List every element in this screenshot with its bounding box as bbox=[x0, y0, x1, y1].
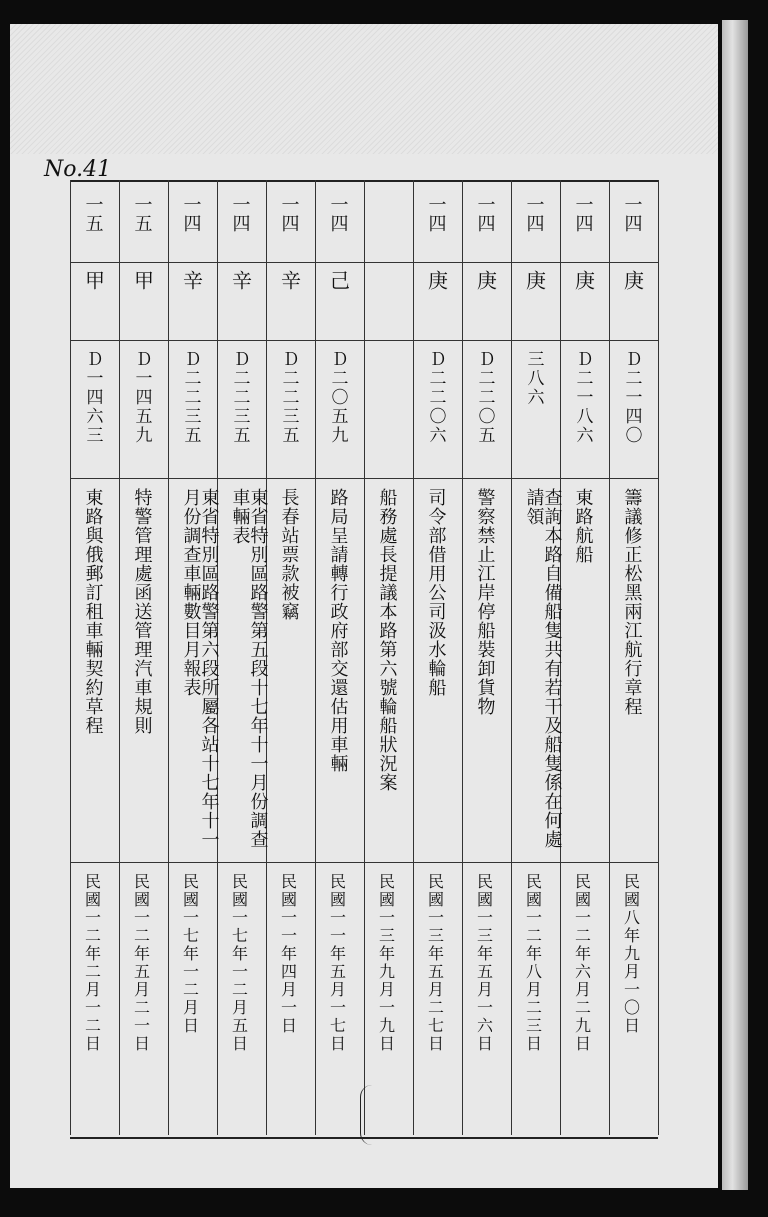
column-divider bbox=[413, 180, 414, 1135]
entry-code: Ｄ二二三五 bbox=[229, 350, 250, 445]
entry-title: 路局呈請轉行政府部交還估用車輛 bbox=[327, 488, 349, 773]
entry-title: 長春站票款被竊 bbox=[278, 488, 300, 621]
column-divider bbox=[364, 180, 365, 1135]
column-divider bbox=[609, 180, 610, 1135]
entry-code: Ｄ一四六三 bbox=[82, 350, 103, 445]
entry-seq: 一五 bbox=[82, 195, 104, 233]
entry-code: Ｄ二二三五 bbox=[278, 350, 299, 445]
entry-title: 東路航船 bbox=[572, 488, 594, 564]
entry-seq: 一四 bbox=[474, 195, 496, 233]
entry-code: 三八六 bbox=[523, 350, 544, 407]
entry-code: Ｄ二二三五 bbox=[180, 350, 201, 445]
entry-date: 民國一二年五月二一日 bbox=[131, 873, 151, 1053]
column-divider bbox=[462, 180, 463, 1135]
entry-stem: 庚 bbox=[522, 270, 547, 291]
entry-code: Ｄ二一四〇 bbox=[621, 350, 642, 445]
entry-title: 特警管理處函送管理汽車規則 bbox=[131, 488, 153, 735]
entry-stem: 辛 bbox=[179, 270, 204, 291]
document-number: No.41 bbox=[44, 157, 112, 182]
entry-seq: 一四 bbox=[327, 195, 349, 233]
entry-date: 民國一一年四月一日 bbox=[278, 873, 298, 1035]
entry-date: 民國一二年二月一二日 bbox=[82, 873, 102, 1053]
entry-date: 民國一七年一二月日 bbox=[180, 873, 200, 1035]
entry-seq: 一四 bbox=[425, 195, 447, 233]
column-divider bbox=[70, 180, 71, 1135]
entry-date: 民國一三年五月二七日 bbox=[425, 873, 445, 1053]
entry-stem: 己 bbox=[326, 270, 351, 291]
entry-stem: 庚 bbox=[571, 270, 596, 291]
entry-seq: 一四 bbox=[278, 195, 300, 233]
entry-seq: 一四 bbox=[229, 195, 251, 233]
column-divider bbox=[315, 180, 316, 1135]
column-divider bbox=[658, 180, 659, 1135]
entry-date: 民國一三年五月一六日 bbox=[474, 873, 494, 1053]
entry-seq: 一四 bbox=[621, 195, 643, 233]
entry-title: 東省特別區路警第五段十七年十一月份調查車輛表 bbox=[229, 488, 269, 849]
entry-seq: 一五 bbox=[131, 195, 153, 233]
entry-date: 民國一二年八月二三日 bbox=[523, 873, 543, 1053]
entry-title: 東省特別區路警第六段所屬各站十七年十一月份調查車輛數目月報表 bbox=[180, 488, 220, 849]
entry-date: 民國八年九月一〇日 bbox=[621, 873, 641, 1035]
entry-stem: 庚 bbox=[620, 270, 645, 291]
column-divider bbox=[511, 180, 512, 1135]
entry-date: 民國一二年六月二九日 bbox=[572, 873, 592, 1053]
entry-title: 籌議修正松黑兩江航行章程 bbox=[621, 488, 643, 716]
entry-title: 東路與俄郵訂租車輛契約草程 bbox=[82, 488, 104, 735]
entry-date: 民國一一年五月一七日 bbox=[327, 873, 347, 1053]
entry-code: Ｄ二一八六 bbox=[572, 350, 593, 445]
entry-seq: 一四 bbox=[523, 195, 545, 233]
entry-date: 民國一三年九月一九日 bbox=[376, 873, 396, 1053]
entry-code: Ｄ一四五九 bbox=[131, 350, 152, 445]
entry-code: Ｄ二二〇六 bbox=[425, 350, 446, 445]
page-speckle bbox=[10, 24, 718, 154]
entry-stem: 甲 bbox=[130, 270, 155, 291]
column-divider bbox=[119, 180, 120, 1135]
entry-title: 船務處長提議本路第六號輪船狀況案 bbox=[376, 488, 398, 792]
entry-stem: 辛 bbox=[228, 270, 253, 291]
entry-stem: 辛 bbox=[277, 270, 302, 291]
entry-stem: 甲 bbox=[81, 270, 106, 291]
entry-seq: 一四 bbox=[180, 195, 202, 233]
entry-code: Ｄ二二〇五 bbox=[474, 350, 495, 445]
entry-title: 警察禁止江岸停船裝卸貨物 bbox=[474, 488, 496, 716]
entry-stem: 庚 bbox=[424, 270, 449, 291]
ink-mark bbox=[360, 1085, 383, 1145]
entry-date: 民國一七年一二月五日 bbox=[229, 873, 249, 1053]
entry-stem: 庚 bbox=[473, 270, 498, 291]
entry-code: Ｄ二〇五九 bbox=[327, 350, 348, 445]
page-edge bbox=[722, 20, 748, 1190]
entry-seq: 一四 bbox=[572, 195, 594, 233]
column-divider bbox=[168, 180, 169, 1135]
entry-title: 查詢本路自備船隻共有若干及船隻係在何處請領 bbox=[523, 488, 563, 849]
entry-title: 司令部借用公司汲水輪船 bbox=[425, 488, 447, 697]
